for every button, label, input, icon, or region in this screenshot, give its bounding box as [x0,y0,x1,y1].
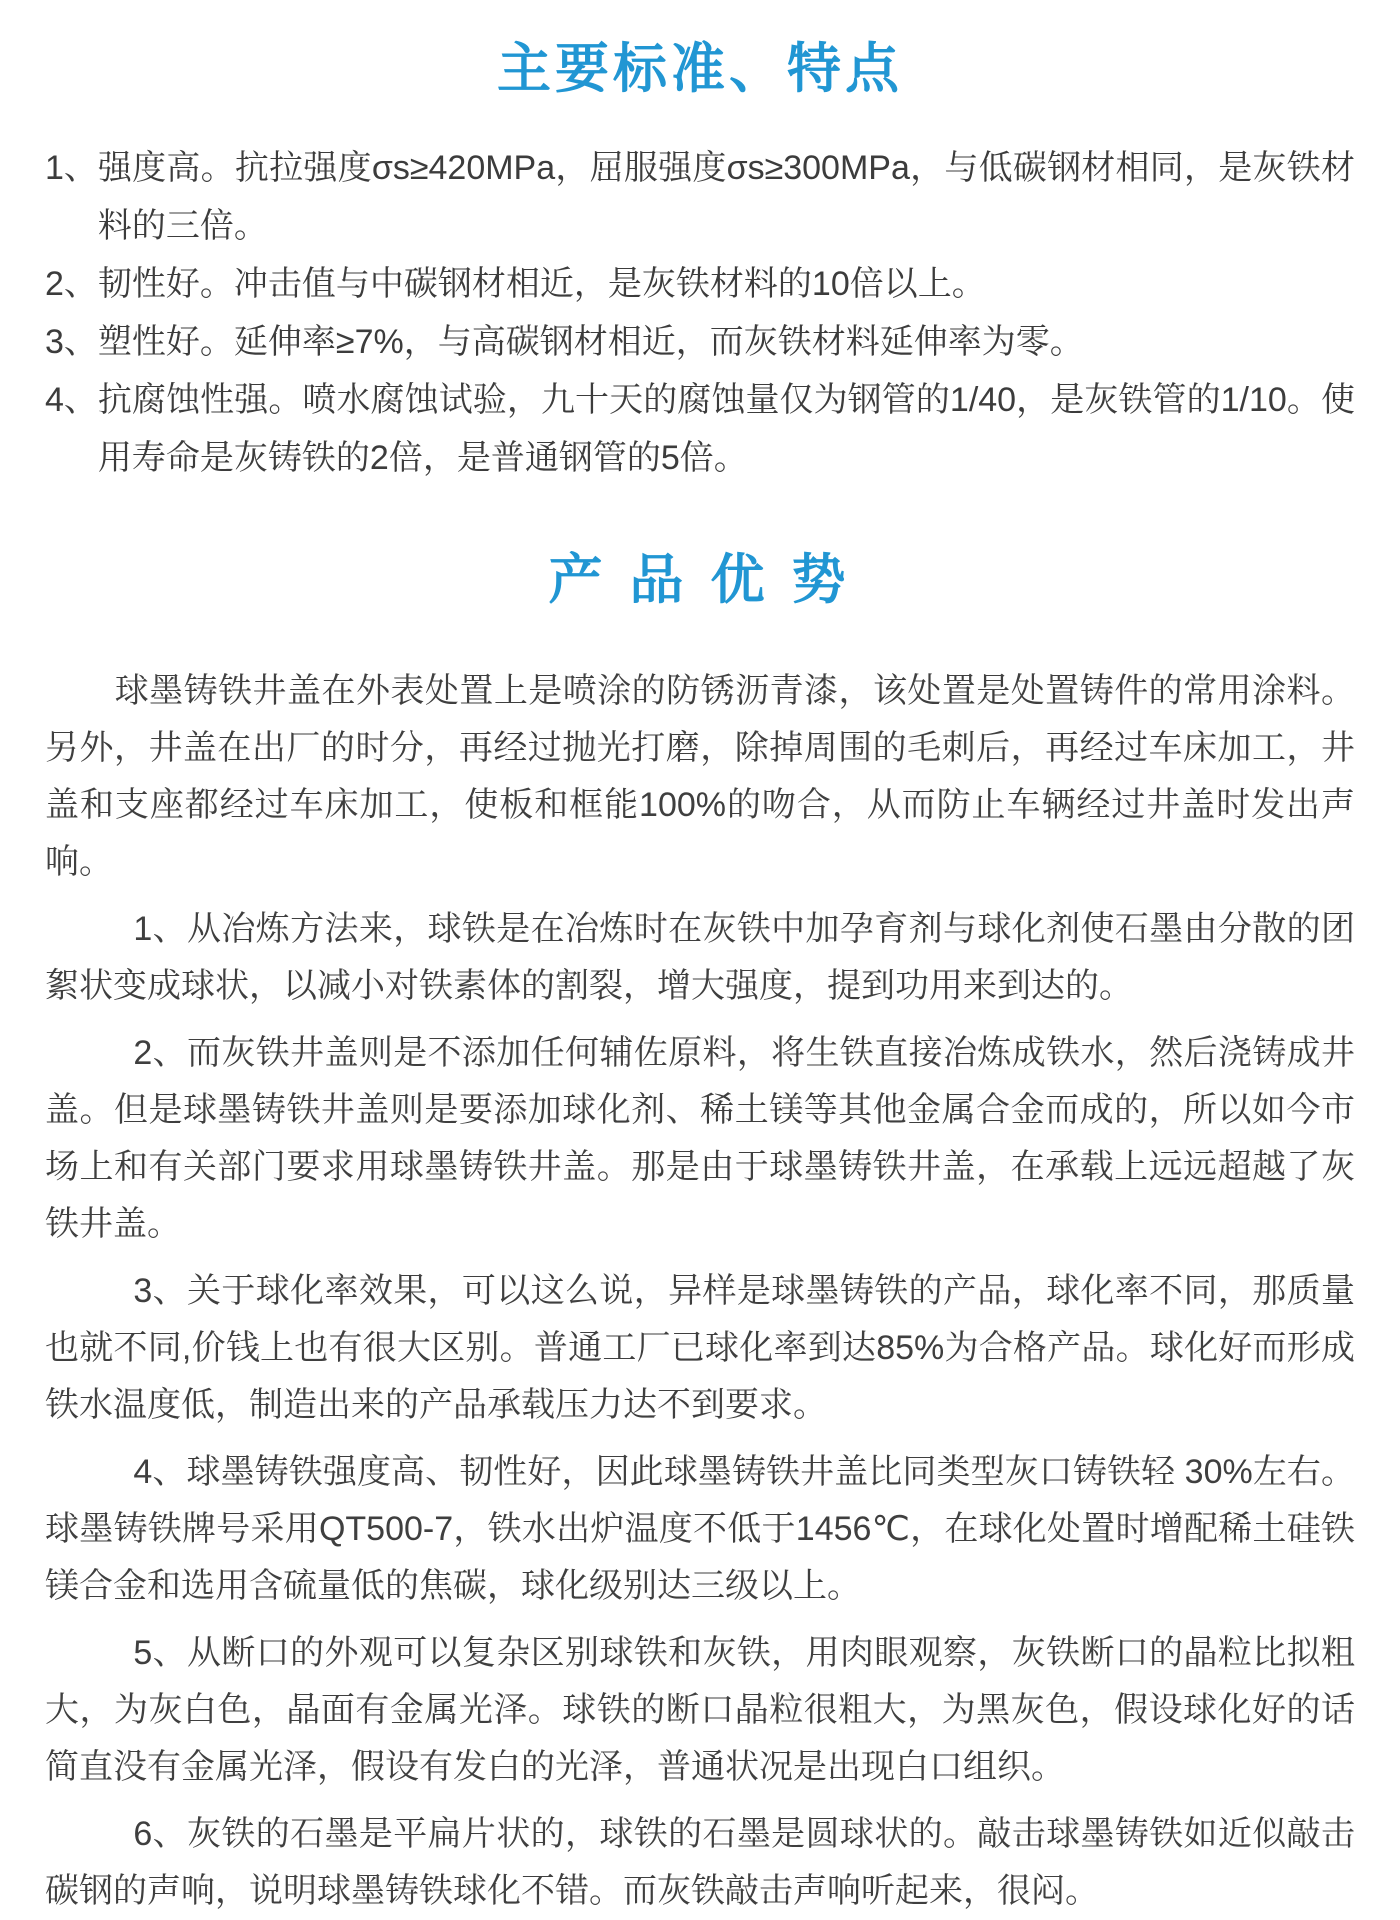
standards-list [45,139,1355,487]
item-number: 4、 [45,381,98,420]
advantages-body [45,663,1355,1920]
advantages-paragraph-3: 3、关于球化率效果，可以这么说，异样是球墨铸铁的产品，球化率不同，那质量也就不同,价钱上也有很大区别。普通工厂已球化率到达85%为合格产品。球化好而形成铁水温度低，制造出来的产品承载压力达不到要求。 [45,1271,1355,1424]
item-number: 3、 [45,323,98,362]
standards-list-item [45,139,1355,255]
advantages-paragraph-intro: 球墨铸铁井盖在外表处置上是喷涂的防锈沥青漆，该处置是处置铸件的常用涂料。另外，井盖在出厂的时分，再经过抛光打磨，除掉周围的毛刺后，再经过车床加工，井盖和支座都经过车床加工，使板和框能100%的吻合，从而防止车辆经过井盖时发出声响。 [45,671,1355,881]
item-text: 强度高。抗拉强度σs≥420MPa，屈服强度σs≥300MPa，与低碳钢材相同，是灰铁材料的三倍。 [97,149,1355,246]
standards-list-item [45,371,1355,487]
advantages-paragraph-4: 4、球墨铸铁强度高、韧性好，因此球墨铸铁井盖比同类型灰口铸铁轻 30%左右。球墨铸铁牌号采用QT500-7，铁水出炉温度不低于1456℃，在球化处置时增配稀土硅铁镁合金和选用含硫量低的焦碳，球化级别达三级以上。 [45,1452,1355,1605]
standards-list-item [45,313,1355,371]
item-text: 韧性好。冲击值与中碳钢材相近，是灰铁材料的10倍以上。 [97,265,986,304]
advantages-paragraph-2: 2、而灰铁井盖则是不添加任何辅佐原料，将生铁直接冶炼成铁水，然后浇铸成井盖。但是球墨铸铁井盖则是要添加球化剂、稀土镁等其他金属合金而成的，所以如今市场上和有关部门要求用球墨铸铁井盖。那是由于球墨铸铁井盖，在承载上远远超越了灰铁井盖。 [45,1033,1355,1243]
item-text: 塑性好。延伸率≥7%，与高碳钢材相近，而灰铁材料延伸率为零。 [97,323,1084,362]
advantages-paragraph-1: 1、从冶炼方法来，球铁是在冶炼时在灰铁中加孕育剂与球化剂使石墨由分散的团絮状变成球状，以减小对铁素体的割裂，增大强度，提到功用来到达的。 [45,909,1355,1005]
standards-section-title: 主要标准、特点 [497,39,903,99]
advantages-section-title: 产 品 优 势 [548,550,852,611]
standards-list-item [45,255,1355,313]
advantages-paragraph-6: 6、灰铁的石墨是平扁片状的，球铁的石墨是圆球状的。敲击球墨铸铁如近似敲击碳钢的声响，说明球墨铸铁球化不错。而灰铁敲击声响听起来，很闷。 [45,1814,1355,1910]
item-number: 2、 [45,265,98,304]
item-number: 1、 [45,149,98,188]
advantages-paragraph-5: 5、从断口的外观可以复杂区别球铁和灰铁，用肉眼观察，灰铁断口的晶粒比拟粗大，为灰白色，晶面有金属光泽。球铁的断口晶粒很粗大，为黑灰色，假设球化好的话简直没有金属光泽，假设有发白的光泽，普通状况是出现白口组织。 [45,1633,1355,1786]
item-text: 抗腐蚀性强。喷水腐蚀试验，九十天的腐蚀量仅为钢管的1/40，是灰铁管的1/10。使用寿命是灰铸铁的2倍，是普通钢管的5倍。 [97,381,1355,478]
